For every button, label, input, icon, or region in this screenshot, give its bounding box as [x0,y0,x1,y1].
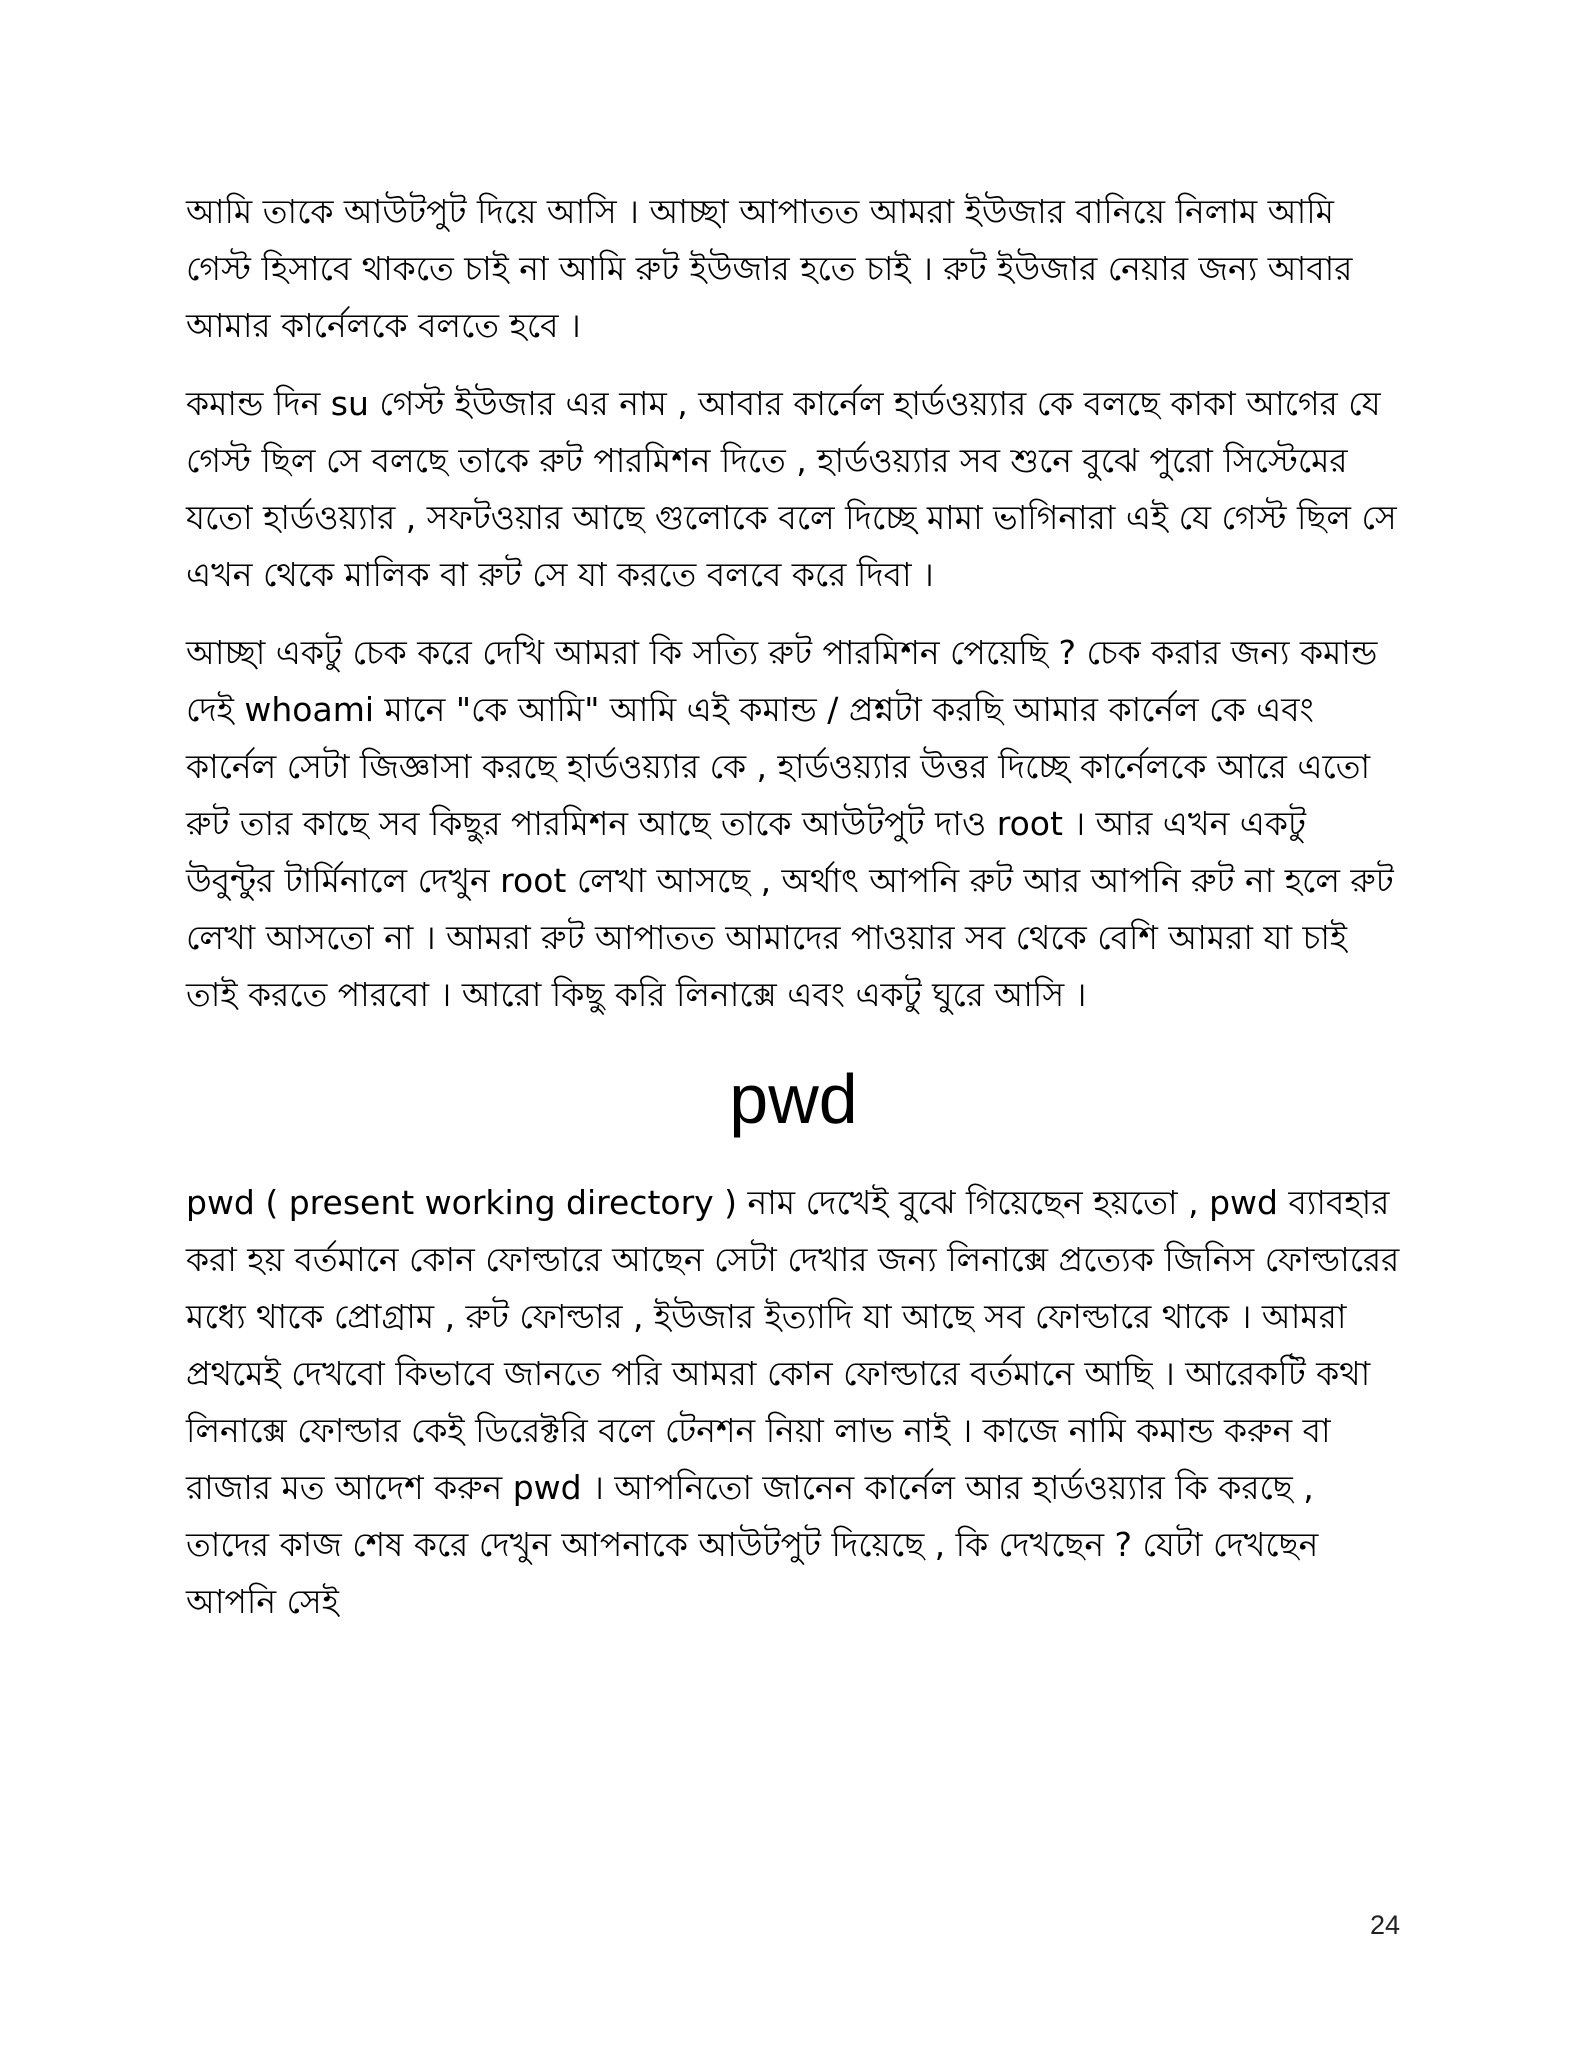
section-heading-pwd: pwd [729,1060,858,1138]
paragraph-pwd: pwd ( present working directory ) নাম দেখেই বুঝে গিয়েছেন হয়তো , pwd ব্যাবহার করা হয় বর্তমানে কোন ফোল্ডারে আছেন সেটা দেখার জন্য লিনাক্সে প্রত্যেক জিনিস ফোল্ডারের মধ্যে থাকে প্রোগ্রাম , রুট ফোল্ডার , ইউজার ইত্যাদি যা আছে সব ফোল্ডারে থাকে । আমরা প্রথমেই দেখবো কিভাবে জানতে পরি আমরা কোন ফোল্ডারে বর্তমানে আছি । আরেকটি কথা লিনাক্সে ফোল্ডার কেই ডিরেক্টরি বলে টেনশন নিয়া লাভ নাই । কাজে নামি কমান্ড করুন বা রাজার মত আদেশ করুন pwd । আপনিতো জানেন কার্নেল আর হার্ডওয়্যার কি করছে , তাদের কাজ শেষ করে দেখুন আপনাকে আউটপুট দিয়েছে , কি দেখছেন ? যেটা দেখছেন আপনি সেই [186,1183,1400,1621]
paragraph-intro-3: আচ্ছা একটু চেক করে দেখি আমরা কি সত্যি রুট পারমিশন পেয়েছি ? চেক করার জন্য কমান্ড দেই whoami মানে "কে আমি" আমি এই কমান্ড / প্রশ্নটা করছি আমার কার্নেল কে এবং কার্নেল সেটা জিজ্ঞাসা করছে হার্ডওয়্যার কে , হার্ডওয়্যার উত্তর দিচ্ছে কার্নেলকে আরে এতো রুট তার কাছে সব কিছুর পারমিশন আছে তাকে আউটপুট দাও root । আর এখন একটু উবুন্টুর টার্মিনালে দেখুন root লেখা আসছে , অর্থাৎ আপনি রুট আর আপনি রুট না হলে রুট লেখা আসতো না । আমরা রুট আপাতত আমাদের পাওয়ার সব থেকে বেশি আমরা যা চাই তাই করতে পারবো । আরো কিছু করি লিনাক্সে এবং একটু ঘুরে আসি । [186,633,1394,1014]
page-number: 24 [1369,1910,1400,1940]
page-content [186,183,1401,1651]
paragraph-intro-2: কমান্ড দিন su গেস্ট ইউজার এর নাম , আবার কার্নেল হার্ডওয়্যার কে বলছে কাকা আগের যে গেস্ট ছিল সে বলছে তাকে রুট পারমিশন দিতে , হার্ডওয়্যার সব শুনে বুঝে পুরো সিস্টেমের যতো হার্ডওয়্যার , সফটওয়ার আছে গুলোকে বলে দিচ্ছে মামা ভাগিনারা এই যে গেস্ট ছিল সে এখন থেকে মালিক বা রুট সে যা করতে বলবে করে দিবা । [186,384,1397,594]
paragraph-intro-1: আমি তাকে আউটপুট দিয়ে আসি । আচ্ছা আপাতত আমরা ইউজার বানিয়ে নিলাম আমি গেস্ট হিসাবে থাকতে চাই না আমি রুট ইউজার হতে চাই । রুট ইউজার নেয়ার জন্য আবার আমার কার্নেলকে বলতে হবে । [186,192,1353,345]
